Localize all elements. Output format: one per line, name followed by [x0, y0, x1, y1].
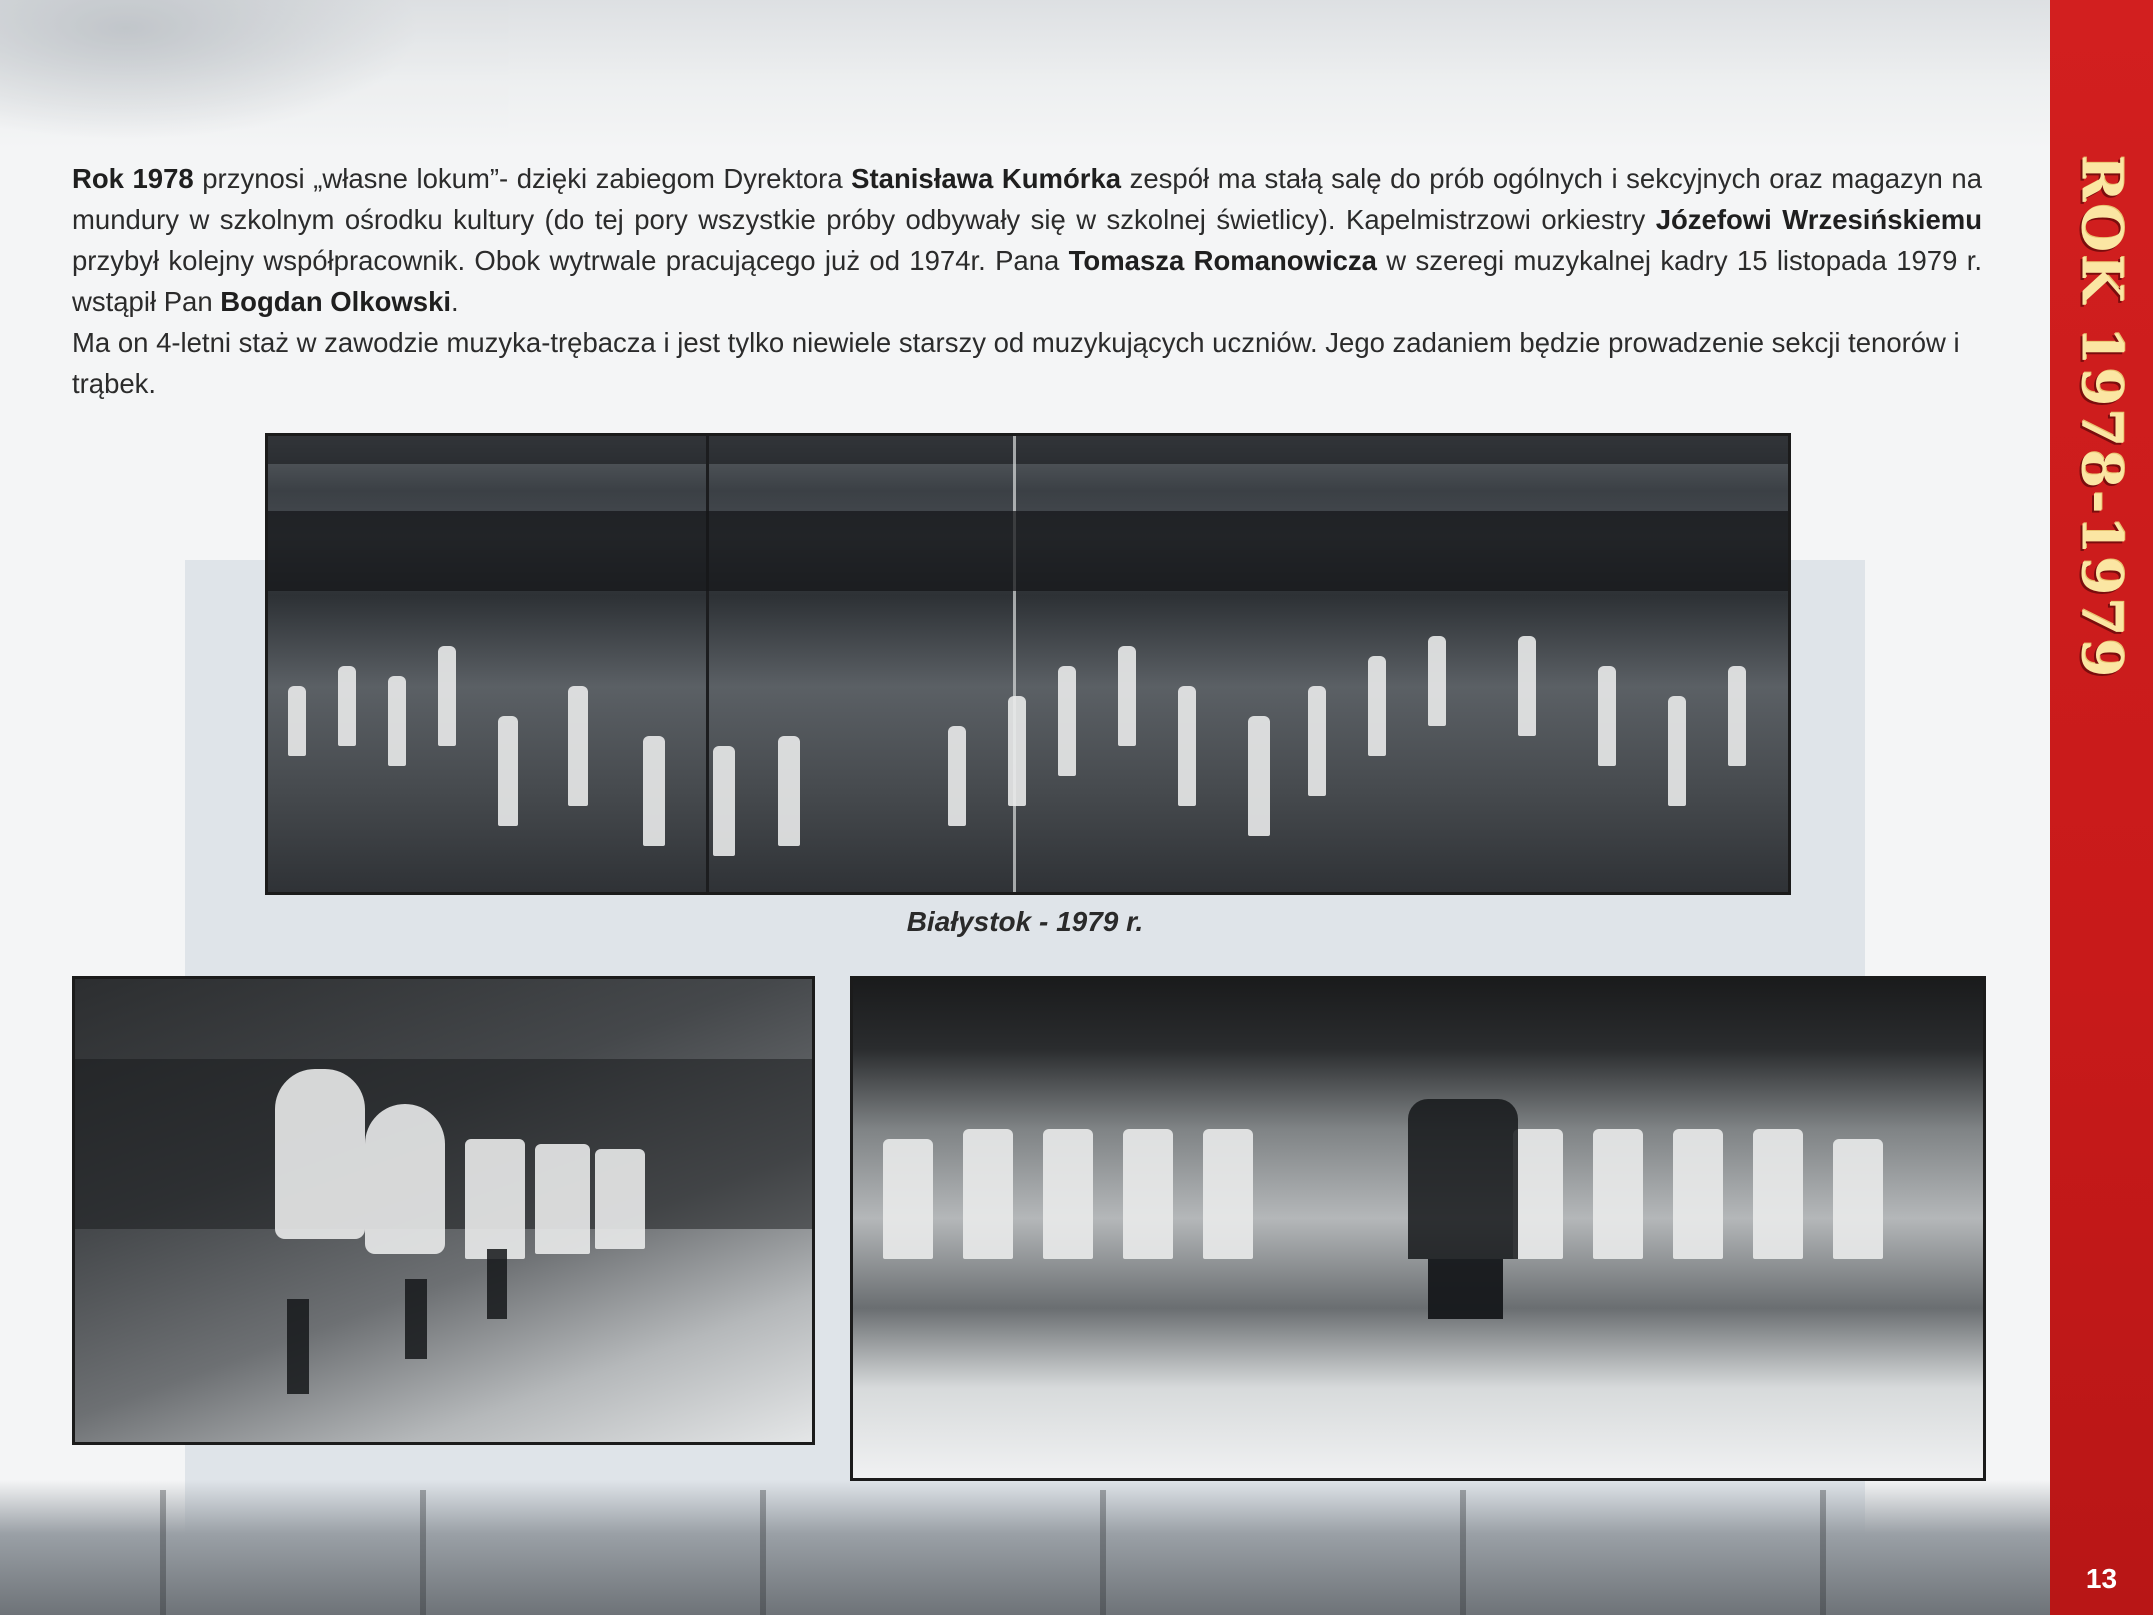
body-text: [72, 158, 1982, 404]
background-bottom-decoration: [0, 1480, 2050, 1615]
page-number: 13: [2085, 1563, 2118, 1594]
text-run: przynosi „własne lokum”- dzięki zabiegom Dyrektora: [193, 163, 852, 194]
bold-text-run: Józefowi Wrzesińskiemu: [1655, 204, 1982, 235]
sidebar-title: ROK 1978-1979: [2068, 155, 2135, 680]
stadium-photo-caption: Białystok - 1979 r.: [906, 906, 1144, 937]
bold-text-run: Tomasza Romanowicza: [1068, 245, 1377, 276]
stage-photo: [850, 976, 1986, 1481]
paragraph-1: [72, 158, 1982, 322]
paragraph-2: Ma on 4-letni staż w zawodzie muzyka-trębacza i jest tylko niewiele starszy od muzykujących uczniów. Jego zadaniem będzie prowadzenie sekcji tenorów i trąbek.: [72, 327, 1960, 399]
text-run: .: [451, 286, 459, 317]
bold-text-run: Rok 1978: [72, 163, 194, 194]
text-run: w szeregi muzykalnej kadry 15 listopada 1979 r. wstąpił Pan: [72, 245, 1983, 317]
bold-text-run: Stanisława Kumórka: [851, 163, 1122, 194]
text-run: przybył kolejny współpracownik. Obok wytrwale pracującego już od 1974r. Pana: [72, 245, 1069, 276]
sidebar-band: [2050, 0, 2153, 1615]
stadium-photo: [265, 433, 1791, 895]
background-top-decoration: [0, 0, 2050, 150]
bold-text-run: Bogdan Olkowski: [220, 286, 452, 317]
text-run: zespół ma stałą salę do prób ogólnych i sekcyjnych oraz magazyn na mundury w szkolnym ośrodku kultury (do tej pory wszystkie próby odbywały się w szkolnej świetlicy). Kapelmistrzowi orkiestry: [72, 163, 1982, 235]
dancers-photo: [72, 976, 815, 1445]
